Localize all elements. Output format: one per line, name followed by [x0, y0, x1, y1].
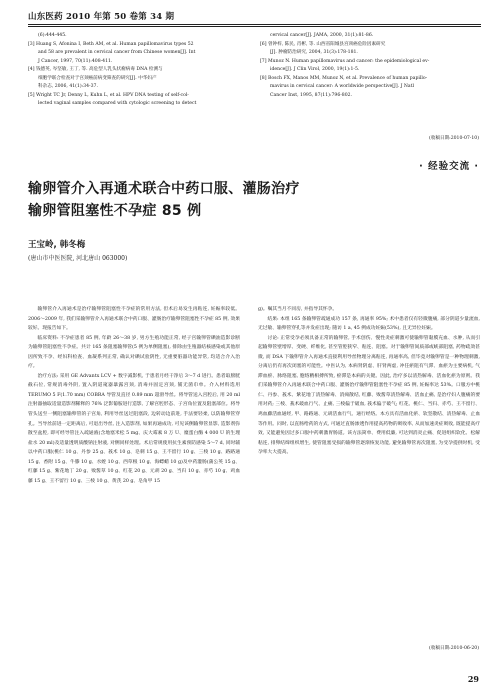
reference-line: [8] Bosch FX, Manos MM, Munoz N, et al. Prevalence of human papillo- — [260, 75, 428, 81]
header-rule — [28, 24, 481, 25]
body-paragraph: 临床资料: 不孕症患者 85 例, 年龄 26～38 岁, 男方生殖功能正常, 经子宫输卵管碘油造影诊断为输卵管阻塞性不孕症。共计 165 条阻塞输卵管(5 例为单侧阻塞), 排除由生殖器结核感染或其他原因所致不孕、经妇科检查、血凝系列正常, 确认对碘试验阴性, 无重要脏器功能异常, 均适合介入治疗。 — [28, 335, 240, 370]
body-paragraph: 讨论: 正常受孕必须具备正常的输卵管, 手术创伤、慢性炎症刺激可使输卵管黏膜充血、水肿, 从而引起输卵管壁增厚、变硬、纤维化, 甚至管腔狭窄、粘连、阻塞。对于输卵管间质部或峡部阻塞, 药物疏效甚微, 而 DSA 下输卵管介入再通术直接利用导丝物理分离粘连, 再通率高, 但毕竟对输卵管是一种物理刺激, 分离后仍有再次闭塞的可能性。中医认为, 本病肾阴虚、肝肾两虚, 冲任瘀阻有气滞、血瘀为主要病机, 气滞血瘀、脉络阻塞, 胞络精相搏所致, 瘀滞是本病的关键。因此, 治疗多以清热解毒、活血化瘀为原则。我们采输卵管介入再通术联合中药口服、灌肠治疗输卵管阻塞性不孕症 85 例, 妊娠率达 53%。口服方中桃仁、丹参、莪术、紫花地丁清热解毒、消痈散结, 红藤、败酱草清热解毒、活血止痛, 是治疗妇人腹痛的要用对药; 三棱、莪术破血行气、止痛, 三棱偏于破血, 莪术偏于破气; 红花、桃仁、当归、赤芍、王不留行、鸡血藤活血通经, 甲、路路通、元胡活血行气、通行经络。本方具有活血化瘀、软坚散结、清热解毒、止血等作用。同时, 以直肠给药的方式, 可通过直肠渗透作用提高药物的吸收率, 从而加速炎症吸收, 既能提高疗效, 又能避免因过多口服中药刺激胃肠道。该方法简单、费用低廉, 可达到消炎止痛、促进组织软化、松解粘连, 排卵结缔组织增生, 使管阻塞受损的输卵管逐渐恢复功能, 避免输卵管再次阻塞, 为受孕提供时机, 受孕率大大提高。 — [258, 335, 480, 456]
body-column-right — [258, 305, 480, 458]
reference-line: 细胞学联合检查对于宫颈癌前病变筛查的研究[J]. 中华妇产 — [38, 75, 157, 81]
received-date-bottom: (收稿日期:2010-06-20) — [429, 646, 479, 651]
body-paragraph: 治疗方法: 采用 GE Advantx LCV + 数字减影机, 于患者月经干净后 3～7 d 进行。患者取膀胱截石位, 常规消毒外阴, 置入阴道窥器暴露宫颈, 消毒并固定宫颈, 铺无菌巾单。介入材料选用 TERUMO 5 F(1.70 mm) COBRA 导管及直径 0.89 mm 超滑导丝。将导管送入宫腔后, 用 20 ml 注射器抽取适量造影剂稀释的 76% 泛影葡胺进行造影, 了解宫腔形态、子宫角位置及阻塞部位。将导管头送至一侧阻塞输卵管的子宫角, 利用导丝送过阻塞段, 边转动边前进, 手法要轻柔, 以防输卵管穿孔。当导丝前进一定距离后, 可退出导丝, 注入造影剂, 如果再通成功, 可见该侧输卵管显影, 造影剂弥散至盆腔, 即可经导管注入疏通液(含地塞米松 5 mg、庆大霉素 8 万 U、糜蛋白酶 4 000 U 的生理盐水 20 ml)及适量透明质酸钠注射液, 对侧同样处理。术后常规使用抗生素预防感染 5～7 d, 同时辅以中药口服(桃仁 10 g、丹参 25 g、莪术 10 g、皂刺 15 g、王不留行 10 g、三棱 10 g、路路通 15 g、香附 15 g、牛膝 10 g、水蛭 10 g、西草根 10 g、海螵蛸 10 g)及中药灌肠(蒲公英 15 g、红藤 15 g、紫花地丁 20 g、败酱草 10 g、红花 20 g、元胡 20 g、当归 10 g、赤芍 10 g、鸡血藤 15 g、王不留行 10 g、三棱 10 g、黄芪 20 g、皂角甲 15 — [28, 373, 240, 484]
reference-line: [3] Huang S, Afonina I, Beth AM, et al. Human papillomavirus types 52 — [28, 41, 194, 47]
reference-line: [6] 曾钟梓, 陈民, 肖彬, 等. 山西省阳城县宫颈癌危险因素研究 — [260, 41, 386, 47]
article-title — [28, 178, 300, 222]
body-paragraph: g)。嘱其当月不同房, 并指导其怀孕。 — [258, 307, 338, 312]
affiliation: (唐山市中医医院, 河北唐山 063000) — [28, 255, 128, 262]
reference-line: 科杂志, 2006, 41(1):34-37. — [38, 84, 98, 89]
references-right — [260, 32, 480, 100]
reference-line: [4] 钱德英, 岑坚敏, 王丁, 等. 高危型人乳头状瘤病毒 DNA 检测与 — [28, 67, 163, 72]
reference-line: [J]. 肿瘤防治研究, 2004, 31(3):178-181. — [270, 50, 358, 55]
page-number: 29 — [467, 674, 479, 684]
received-date-top: (收稿日期:2010-07-10) — [429, 136, 479, 141]
title-line-2: 输卵管阻塞性不孕症 85 例 — [28, 203, 202, 219]
header-rule-thin — [28, 26, 481, 27]
reference-line: cervical cancer[J]. JAMA, 2000, 31(1):81-86. — [270, 33, 374, 38]
body-column-left — [28, 305, 240, 486]
reference-line: idence[J]. J Clin Virol, 2000, 19(1):1-5. — [270, 67, 360, 72]
reference-line: (6):444-445. — [38, 33, 67, 38]
reference-line: mavirus in cervical cancer: A worldwide perspective[J]. J Natl — [270, 84, 414, 89]
title-line-1: 输卵管介入再通术联合中药口服、灌肠治疗 — [28, 181, 300, 197]
reference-line: and 58 are prevalent in cervical cancer from Chinese women[J]. Int — [38, 50, 196, 55]
reference-line: Cancer Inst, 1995, 87(11):796-802. — [270, 92, 353, 98]
reference-line: [7] Munoz N. Human papillomavirus and cancer: the epidemiological ev- — [260, 58, 430, 64]
reference-line: J Cancer, 1997, 70(11):408-411. — [38, 58, 113, 64]
reference-line: [5] Wright TC Jr, Denny L, Kuhn L, et al. HPV DNA testing of self-col- — [28, 92, 189, 98]
references-left — [28, 32, 242, 109]
body-paragraph: 输卵管介入再通术是治疗输卵管阻塞性不孕症的常用方法, 但术后易发生再粘连, 妊娠率较低。2006～2009 年, 我们采输卵管介入再通术联合中药口服、灌肠治疗输卵管阻塞性不孕症 85 例, 效果较好。现报告如下。 — [28, 307, 240, 332]
reference-line: lected vaginal samples compared with cytologic screening to detect — [38, 101, 197, 106]
body-paragraph: 结果: 本组 165 条输卵管疏通成功 157 条, 再通率 95%; 术中患者仅有轻微腹痛, 部分阴道少量流血, 无过敏、输卵管穿孔等并发症出现; 随访 1 a, 45 例成功妊娠(53%), 且无异位妊娠。 — [258, 316, 480, 332]
authors: 王宝岭, 韩冬梅 — [28, 240, 86, 250]
journal-header: 山东医药 2010 年第 50 卷第 34 期 — [28, 12, 175, 22]
section-tag: · 经验交流 · — [419, 161, 479, 172]
